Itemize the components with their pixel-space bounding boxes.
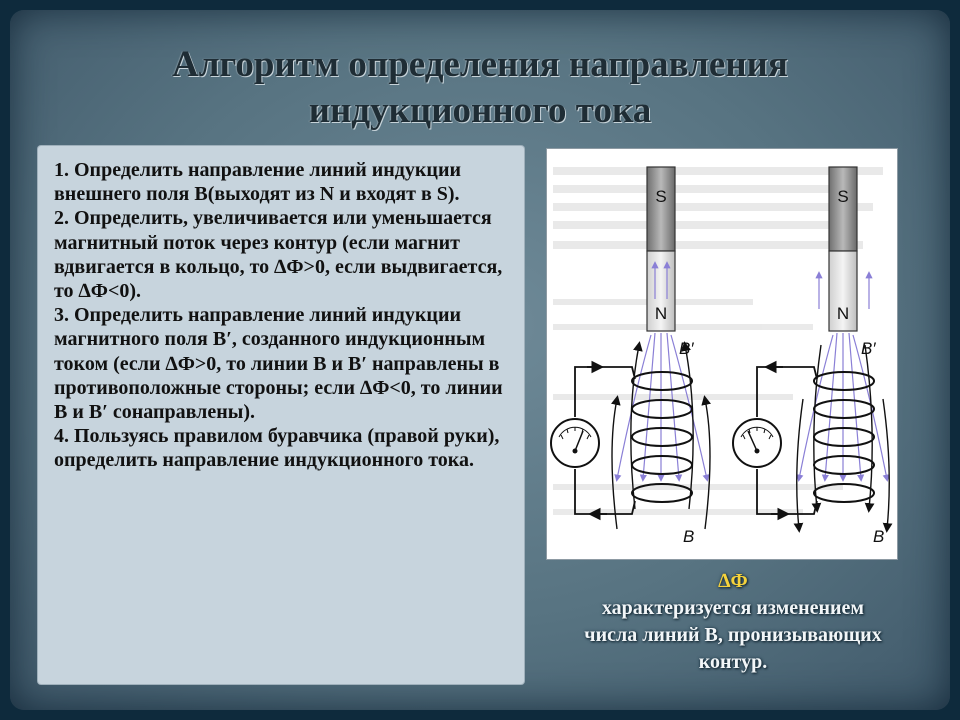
left-label-b-prime: B′	[679, 339, 694, 358]
right-label-b-prime: B′	[861, 339, 876, 358]
left-label-b: B	[683, 527, 695, 546]
caption-line-1: характеризуется изменением	[601, 597, 865, 619]
right-galvanometer	[733, 419, 781, 467]
right-label-b: B	[873, 527, 885, 546]
right-pole-n: N	[836, 304, 850, 323]
left-pole-n: N	[654, 304, 668, 323]
step-1: 1. Определить направление линий индукции внешнего поля В(выходят из N и входят в S).	[54, 159, 461, 206]
caption-line-2: числа линий В, пронизывающих	[584, 624, 882, 646]
right-magnet-s	[829, 167, 857, 251]
right-pole-s: S	[837, 187, 849, 206]
caption-symbol: ∆Ф	[718, 570, 748, 592]
left-pole-s: S	[655, 187, 667, 206]
algorithm-steps	[54, 158, 516, 473]
induction-figure	[546, 148, 898, 560]
caption-line-3: контур.	[698, 651, 768, 673]
delta-phi-caption	[526, 568, 940, 676]
left-coil	[632, 372, 692, 502]
title-line-2: индукционного тока	[308, 90, 652, 131]
step-3: 3. Определить направление линий индукции магнитного поля В′, созданного индукционным током (если ∆Ф>0, то линии В и В′ направлены в противоположные стороны; если ∆Ф<0, то линии В и В′ сонаправлены).	[54, 304, 503, 424]
left-galvanometer	[551, 419, 599, 467]
step-2: 2. Определить, увеличивается или уменьшается магнитный поток через контур (если магнит вдвигается в кольцо, то ∆Ф>0, если выдвигается, то ∆Ф<0).	[54, 207, 503, 303]
step-4: 4. Пользуясь правилом буравчика (правой руки), определить направление индукционного тока.	[54, 425, 500, 472]
left-magnet-s	[647, 167, 675, 251]
title-line-1: Алгоритм определения направления	[172, 44, 788, 85]
right-coil	[814, 372, 874, 502]
slide-title	[0, 42, 960, 134]
